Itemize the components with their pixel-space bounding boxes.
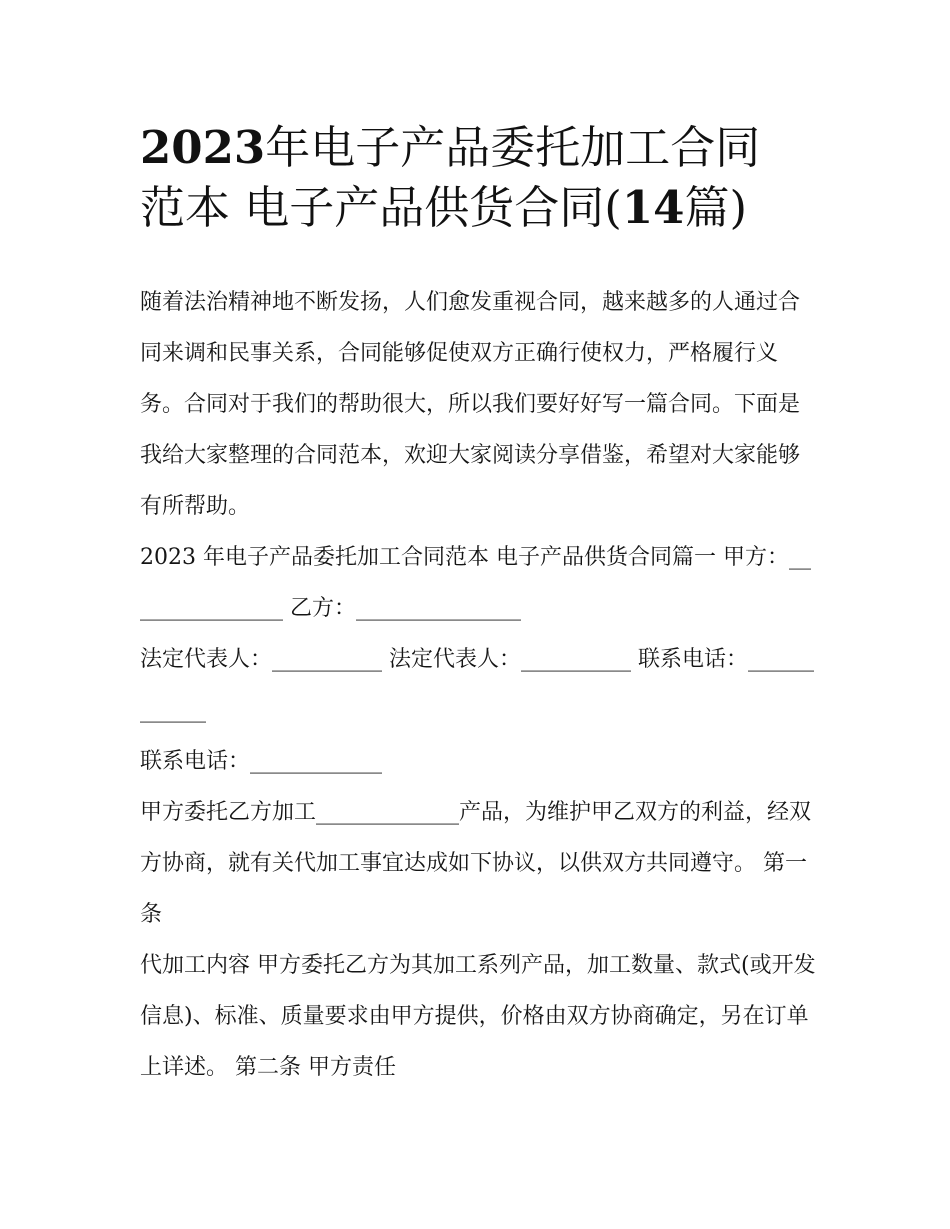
contact-phone: 联系电话：____________ [140, 749, 383, 774]
commission-paragraph: 甲方委托乙方加工_____________产品，为维护甲乙双方的利益，经双方协商，就有关代加工事宜达成如下协议，以供双方共同遵守。 第一条 [140, 800, 812, 927]
document-body [140, 277, 820, 1093]
document-title [140, 118, 820, 238]
intro-paragraph: 随着法治精神地不断发扬，人们愈发重视合同，越来越多的人通过合同来调和民事关系，合同能够促使双方正确行使权力，严格履行义务。合同对于我们的帮助很大，所以我们要好好写一篇合同。下面是我给大家整理的合同范本，欢迎大家阅读分享借鉴，希望对大家能够有所帮助。 [140, 290, 801, 519]
title-line2-end: 篇) [684, 181, 748, 234]
title-count: 14 [621, 181, 685, 234]
processing-content-paragraph: 代加工内容 甲方委托乙方为其加工系列产品，加工数量、款式(或开发信息)、标准、质量要求由甲方提供，价格由双方协商确定，另在订单上详述。 第二条 甲方责任 [140, 953, 816, 1080]
title-year: 2023 [140, 121, 266, 174]
contract-heading-parties: 2023 年电子产品委托加工合同范本 电子产品供货合同篇一 甲方：_______________ 乙方：_______________ [140, 545, 811, 621]
legal-representatives: 法定代表人：__________ 法定代表人：__________ 联系电话：____________ [140, 647, 814, 723]
title-line2-start: 范本 电子产品供货合同( [140, 181, 622, 234]
title-line1: 年电子产品委托加工合同 [265, 121, 761, 174]
